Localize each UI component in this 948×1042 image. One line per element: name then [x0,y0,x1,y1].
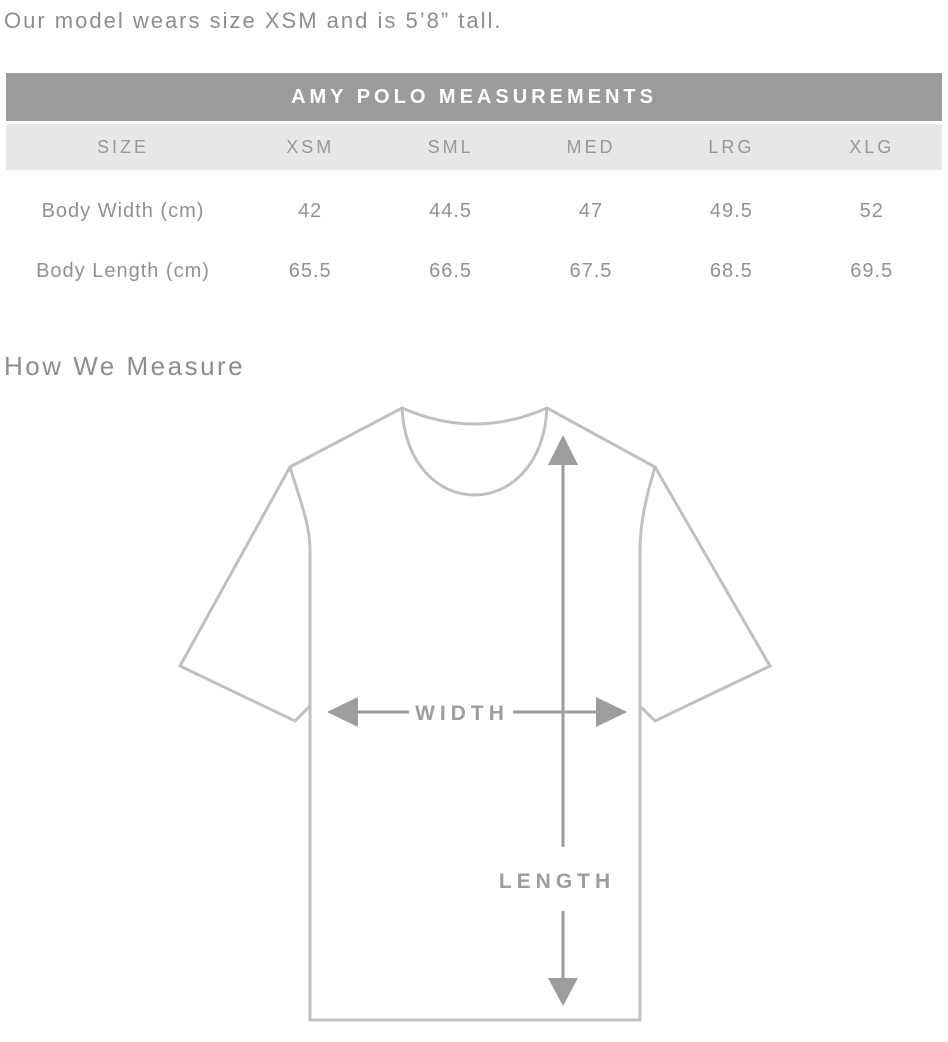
width-label: WIDTH [415,702,509,725]
body-width-lrg: 49.5 [709,200,753,222]
column-header-med: MED [566,137,616,157]
length-label: LENGTH [498,870,616,893]
size-table-header-row [6,124,942,170]
body-width-med: 47 [578,200,604,222]
section-heading: How We Measure [4,351,246,381]
row-label: Body Length (cm) [36,260,210,282]
size-table-body [6,170,942,301]
size-table [6,73,942,301]
arrow-left-icon [327,697,358,727]
arrow-up-icon [548,435,578,465]
column-header-xsm: XSM [286,137,335,157]
table-row-body-width [6,181,942,241]
body-length-lrg: 68.5 [709,260,753,282]
table-row-body-length [6,241,942,301]
body-length-med: 67.5 [569,260,613,282]
body-length-xlg: 69.5 [850,260,894,282]
width-arrow [327,697,627,727]
arrow-right-icon [596,697,627,727]
tshirt-measure-diagram [0,402,948,1036]
model-note: Our model wears size XSM and is 5’8” tall. [4,8,503,33]
column-header-xlg: XLG [849,137,895,157]
body-length-sml: 66.5 [429,260,473,282]
body-width-xsm: 42 [298,200,323,222]
row-label: Body Width (cm) [41,200,205,222]
right-sleeve [640,467,770,721]
arrow-down-icon [548,978,578,1006]
left-sleeve [180,467,310,721]
body-length-xsm: 65.5 [288,260,332,282]
body-width-sml: 44.5 [429,200,473,222]
size-table-title: AMY POLO MEASUREMENTS [6,73,942,121]
column-header-lrg: LRG [708,137,755,157]
body-width-xlg: 52 [859,200,884,222]
column-header-size: SIZE [96,137,149,157]
collar-curve [402,408,547,495]
column-header-sml: SML [427,137,474,157]
